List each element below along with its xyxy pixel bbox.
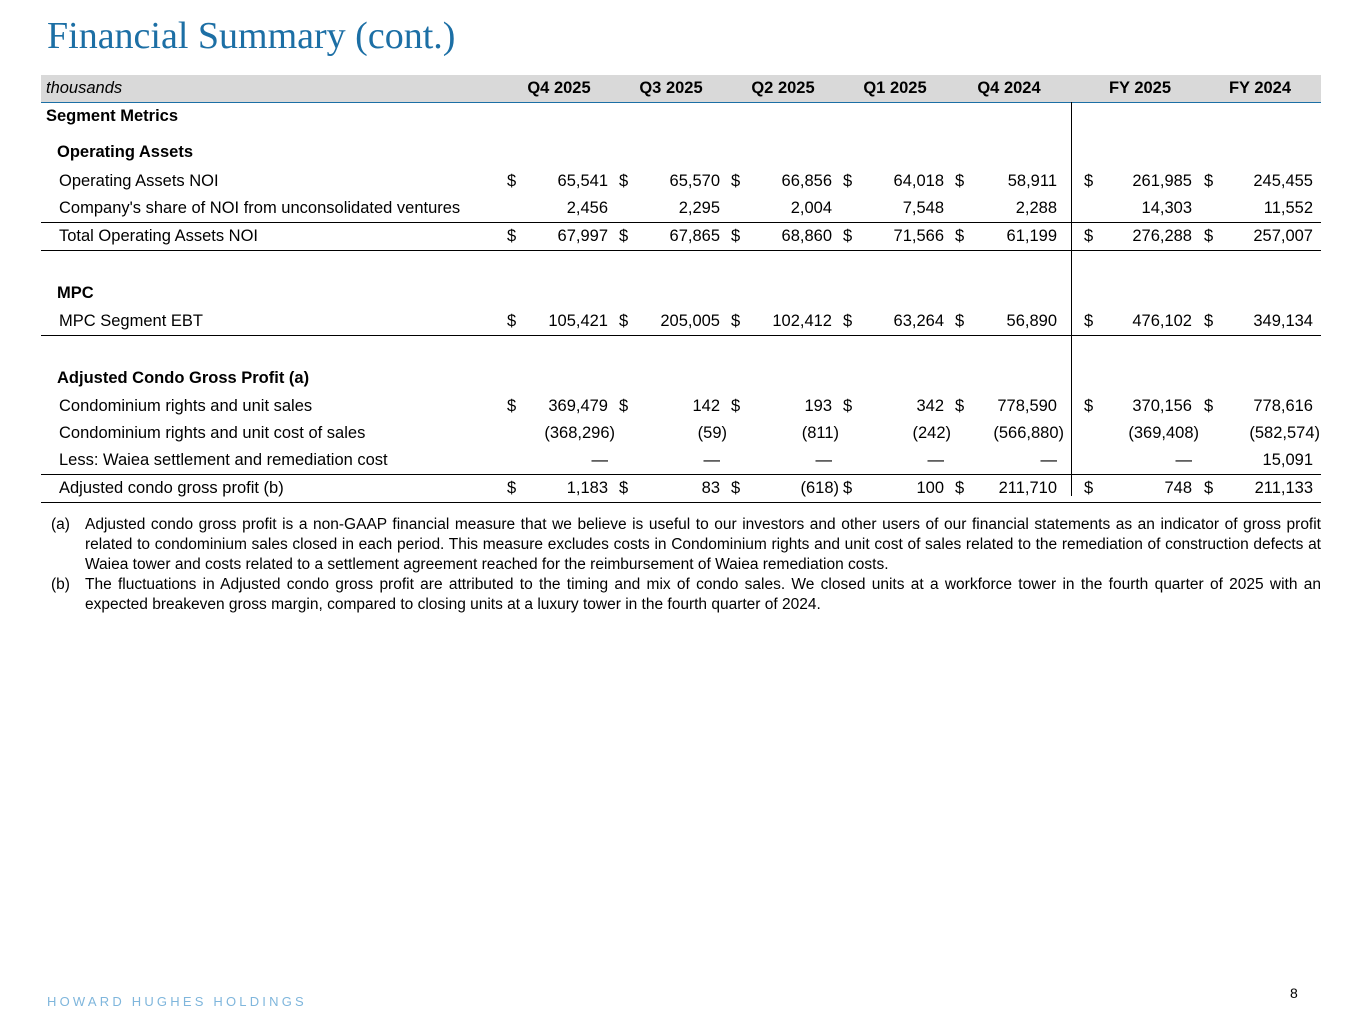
currency-symbol: $ <box>619 312 629 330</box>
cell-value: — <box>815 451 832 469</box>
cell-value: 245,455 <box>1253 172 1313 190</box>
table-body <box>41 103 1321 503</box>
cell-value: 15,091 <box>1262 451 1313 469</box>
cell-value: (811) <box>801 424 839 442</box>
cell-value: 261,985 <box>1132 172 1192 190</box>
currency-symbol: $ <box>1084 227 1094 245</box>
cell-value: 211,710 <box>998 479 1057 497</box>
cell-value: 105,421 <box>548 312 608 330</box>
table-row <box>41 308 1321 336</box>
column-header: Q3 2025 <box>639 79 703 97</box>
cell-value: 67,997 <box>557 227 608 245</box>
currency-symbol: $ <box>1084 172 1094 190</box>
cell-value: — <box>927 451 944 469</box>
cell-value: 64,018 <box>893 172 944 190</box>
condo-title-row <box>41 366 1321 393</box>
cell-value: 63,264 <box>893 312 944 330</box>
cell-value: (582,574) <box>1249 424 1320 442</box>
spacer-row <box>41 336 1321 366</box>
currency-symbol: $ <box>619 397 629 415</box>
currency-symbol: $ <box>1204 479 1214 497</box>
spacer-row <box>41 251 1321 281</box>
cell-value: 102,412 <box>772 312 832 330</box>
cell-value: 748 <box>1164 479 1192 497</box>
cell-value: (59) <box>697 424 727 442</box>
currency-symbol: $ <box>731 479 741 497</box>
column-header: FY 2025 <box>1108 79 1172 97</box>
currency-symbol: $ <box>507 397 517 415</box>
cell-value: (369,408) <box>1128 424 1199 442</box>
cell-value: 68,860 <box>781 227 832 245</box>
cell-value: 66,856 <box>781 172 832 190</box>
cell-value: 369,479 <box>548 397 608 415</box>
mpc-title-row <box>41 281 1321 308</box>
cell-value: (566,880) <box>993 424 1064 442</box>
currency-symbol: $ <box>955 312 965 330</box>
section-title: Operating Assets <box>57 143 194 161</box>
unit-label: thousands <box>46 79 123 97</box>
table-row <box>41 420 1321 447</box>
cell-value: 56,890 <box>1006 312 1057 330</box>
cell-value: 11,552 <box>1263 199 1313 217</box>
page-title: Financial Summary (cont.) <box>47 15 456 57</box>
currency-symbol: $ <box>507 312 517 330</box>
footnote-text: The fluctuations in Adjusted condo gross profit are attributed to the timing and mix of condo sales. We closed units at a workforce tower in the fourth quarter of 2025 with an expected breakeven gross margin, compared to closing units at a luxury tower in the fourth quarter of 2024. <box>85 576 1321 613</box>
row-label: Total Operating Assets NOI <box>59 227 259 245</box>
currency-symbol: $ <box>955 479 965 497</box>
page-number: 8 <box>1290 985 1298 1001</box>
currency-symbol: $ <box>1204 397 1214 415</box>
cell-value: — <box>703 451 720 469</box>
currency-symbol: $ <box>507 172 517 190</box>
cell-value: 67,865 <box>669 227 720 245</box>
cell-value: 276,288 <box>1132 227 1192 245</box>
column-header: Q2 2025 <box>751 79 815 97</box>
row-label: Condominium rights and unit sales <box>59 397 313 415</box>
table-row <box>41 447 1321 475</box>
segment-metrics-row <box>41 103 1321 133</box>
row-label: Adjusted condo gross profit (b) <box>59 479 284 497</box>
cell-value: 2,288 <box>1015 199 1057 217</box>
cell-value: 257,007 <box>1253 227 1313 245</box>
footnote-text: Adjusted condo gross profit is a non-GAAP financial measure that we believe is useful to our investors and other users of our financial statements as an indicator of gross profit related to condominium sales closed in each period. This measure excludes costs in Condominium rights and unit cost of sales related to the remediation of construction defects at Waiea tower and costs related to a settlement agreement reached for the reimbursement of Waiea remediation costs. <box>85 516 1321 573</box>
cell-value: (368,296) <box>544 424 615 442</box>
cell-value: 205,005 <box>660 312 720 330</box>
cell-value: 778,590 <box>997 397 1057 415</box>
currency-symbol: $ <box>843 479 853 497</box>
cell-value: — <box>1175 451 1192 469</box>
cell-value: 58,911 <box>1007 172 1057 190</box>
cell-value: 211,133 <box>1254 479 1313 497</box>
currency-symbol: $ <box>731 397 741 415</box>
cell-value: (242) <box>912 424 951 442</box>
currency-symbol: $ <box>1204 227 1214 245</box>
cell-value: 71,566 <box>893 227 944 245</box>
section-title: MPC <box>57 284 94 302</box>
footnotes <box>51 515 1321 615</box>
cell-value: 1,183 <box>566 479 608 497</box>
footnote-tag: (b) <box>51 576 70 593</box>
table-row <box>41 223 1321 251</box>
company-brand: HOWARD HUGHES HOLDINGS <box>47 994 307 1009</box>
currency-symbol: $ <box>731 227 741 245</box>
row-label: Company's share of NOI from unconsolidated ventures <box>59 199 461 217</box>
currency-symbol: $ <box>843 172 853 190</box>
row-label: MPC Segment EBT <box>59 312 203 330</box>
currency-symbol: $ <box>731 172 741 190</box>
table-row <box>41 393 1321 420</box>
section-title: Segment Metrics <box>46 107 179 125</box>
currency-symbol: $ <box>1204 312 1214 330</box>
cell-value: 14,303 <box>1141 199 1192 217</box>
cell-value: 83 <box>701 479 720 497</box>
table-row <box>41 168 1321 195</box>
row-label: Less: Waiea settlement and remediation cost <box>59 451 388 469</box>
cell-value: 476,102 <box>1132 312 1192 330</box>
cell-value: 142 <box>692 397 720 415</box>
currency-symbol: $ <box>955 397 965 415</box>
financial-summary-table <box>41 75 1321 503</box>
footnote-b <box>51 575 1321 615</box>
column-header: FY 2024 <box>1228 79 1292 97</box>
cell-value: 2,295 <box>678 199 720 217</box>
cell-value: 2,456 <box>566 199 608 217</box>
currency-symbol: $ <box>619 172 629 190</box>
cell-value: 370,156 <box>1132 397 1192 415</box>
currency-symbol: $ <box>619 479 629 497</box>
cell-value: 100 <box>916 479 944 497</box>
currency-symbol: $ <box>843 227 853 245</box>
currency-symbol: $ <box>507 479 517 497</box>
currency-symbol: $ <box>1084 312 1094 330</box>
cell-value: 65,541 <box>557 172 608 190</box>
operating-assets-title-row <box>41 133 1321 168</box>
currency-symbol: $ <box>843 397 853 415</box>
currency-symbol: $ <box>955 227 965 245</box>
currency-symbol: $ <box>843 312 853 330</box>
cell-value: 193 <box>804 397 832 415</box>
cell-value: 65,570 <box>669 172 720 190</box>
section-title: Adjusted Condo Gross Profit (a) <box>57 369 310 387</box>
cell-value: 7,548 <box>902 199 944 217</box>
cell-value: — <box>591 451 608 469</box>
column-header: Q4 2024 <box>977 79 1041 97</box>
cell-value: 349,134 <box>1253 312 1313 330</box>
cell-value: 342 <box>916 397 944 415</box>
footnote-tag: (a) <box>51 516 70 533</box>
footnote-a <box>51 515 1321 575</box>
column-header: Q1 2025 <box>863 79 927 97</box>
cell-value: (618) <box>800 479 839 497</box>
table-row <box>41 475 1321 503</box>
table-header-row <box>41 75 1321 103</box>
cell-value: 778,616 <box>1253 397 1313 415</box>
currency-symbol: $ <box>731 312 741 330</box>
row-label: Operating Assets NOI <box>59 172 219 190</box>
currency-symbol: $ <box>619 227 629 245</box>
column-header: Q4 2025 <box>527 79 591 97</box>
currency-symbol: $ <box>955 172 965 190</box>
fy-divider-line <box>1071 102 1072 496</box>
cell-value: 2,004 <box>790 199 832 217</box>
cell-value: 61,199 <box>1006 227 1057 245</box>
row-label: Condominium rights and unit cost of sales <box>59 424 366 442</box>
table-row <box>41 195 1321 223</box>
currency-symbol: $ <box>1084 479 1094 497</box>
cell-value: — <box>1040 451 1057 469</box>
currency-symbol: $ <box>1204 172 1214 190</box>
currency-symbol: $ <box>1084 397 1094 415</box>
currency-symbol: $ <box>507 227 517 245</box>
